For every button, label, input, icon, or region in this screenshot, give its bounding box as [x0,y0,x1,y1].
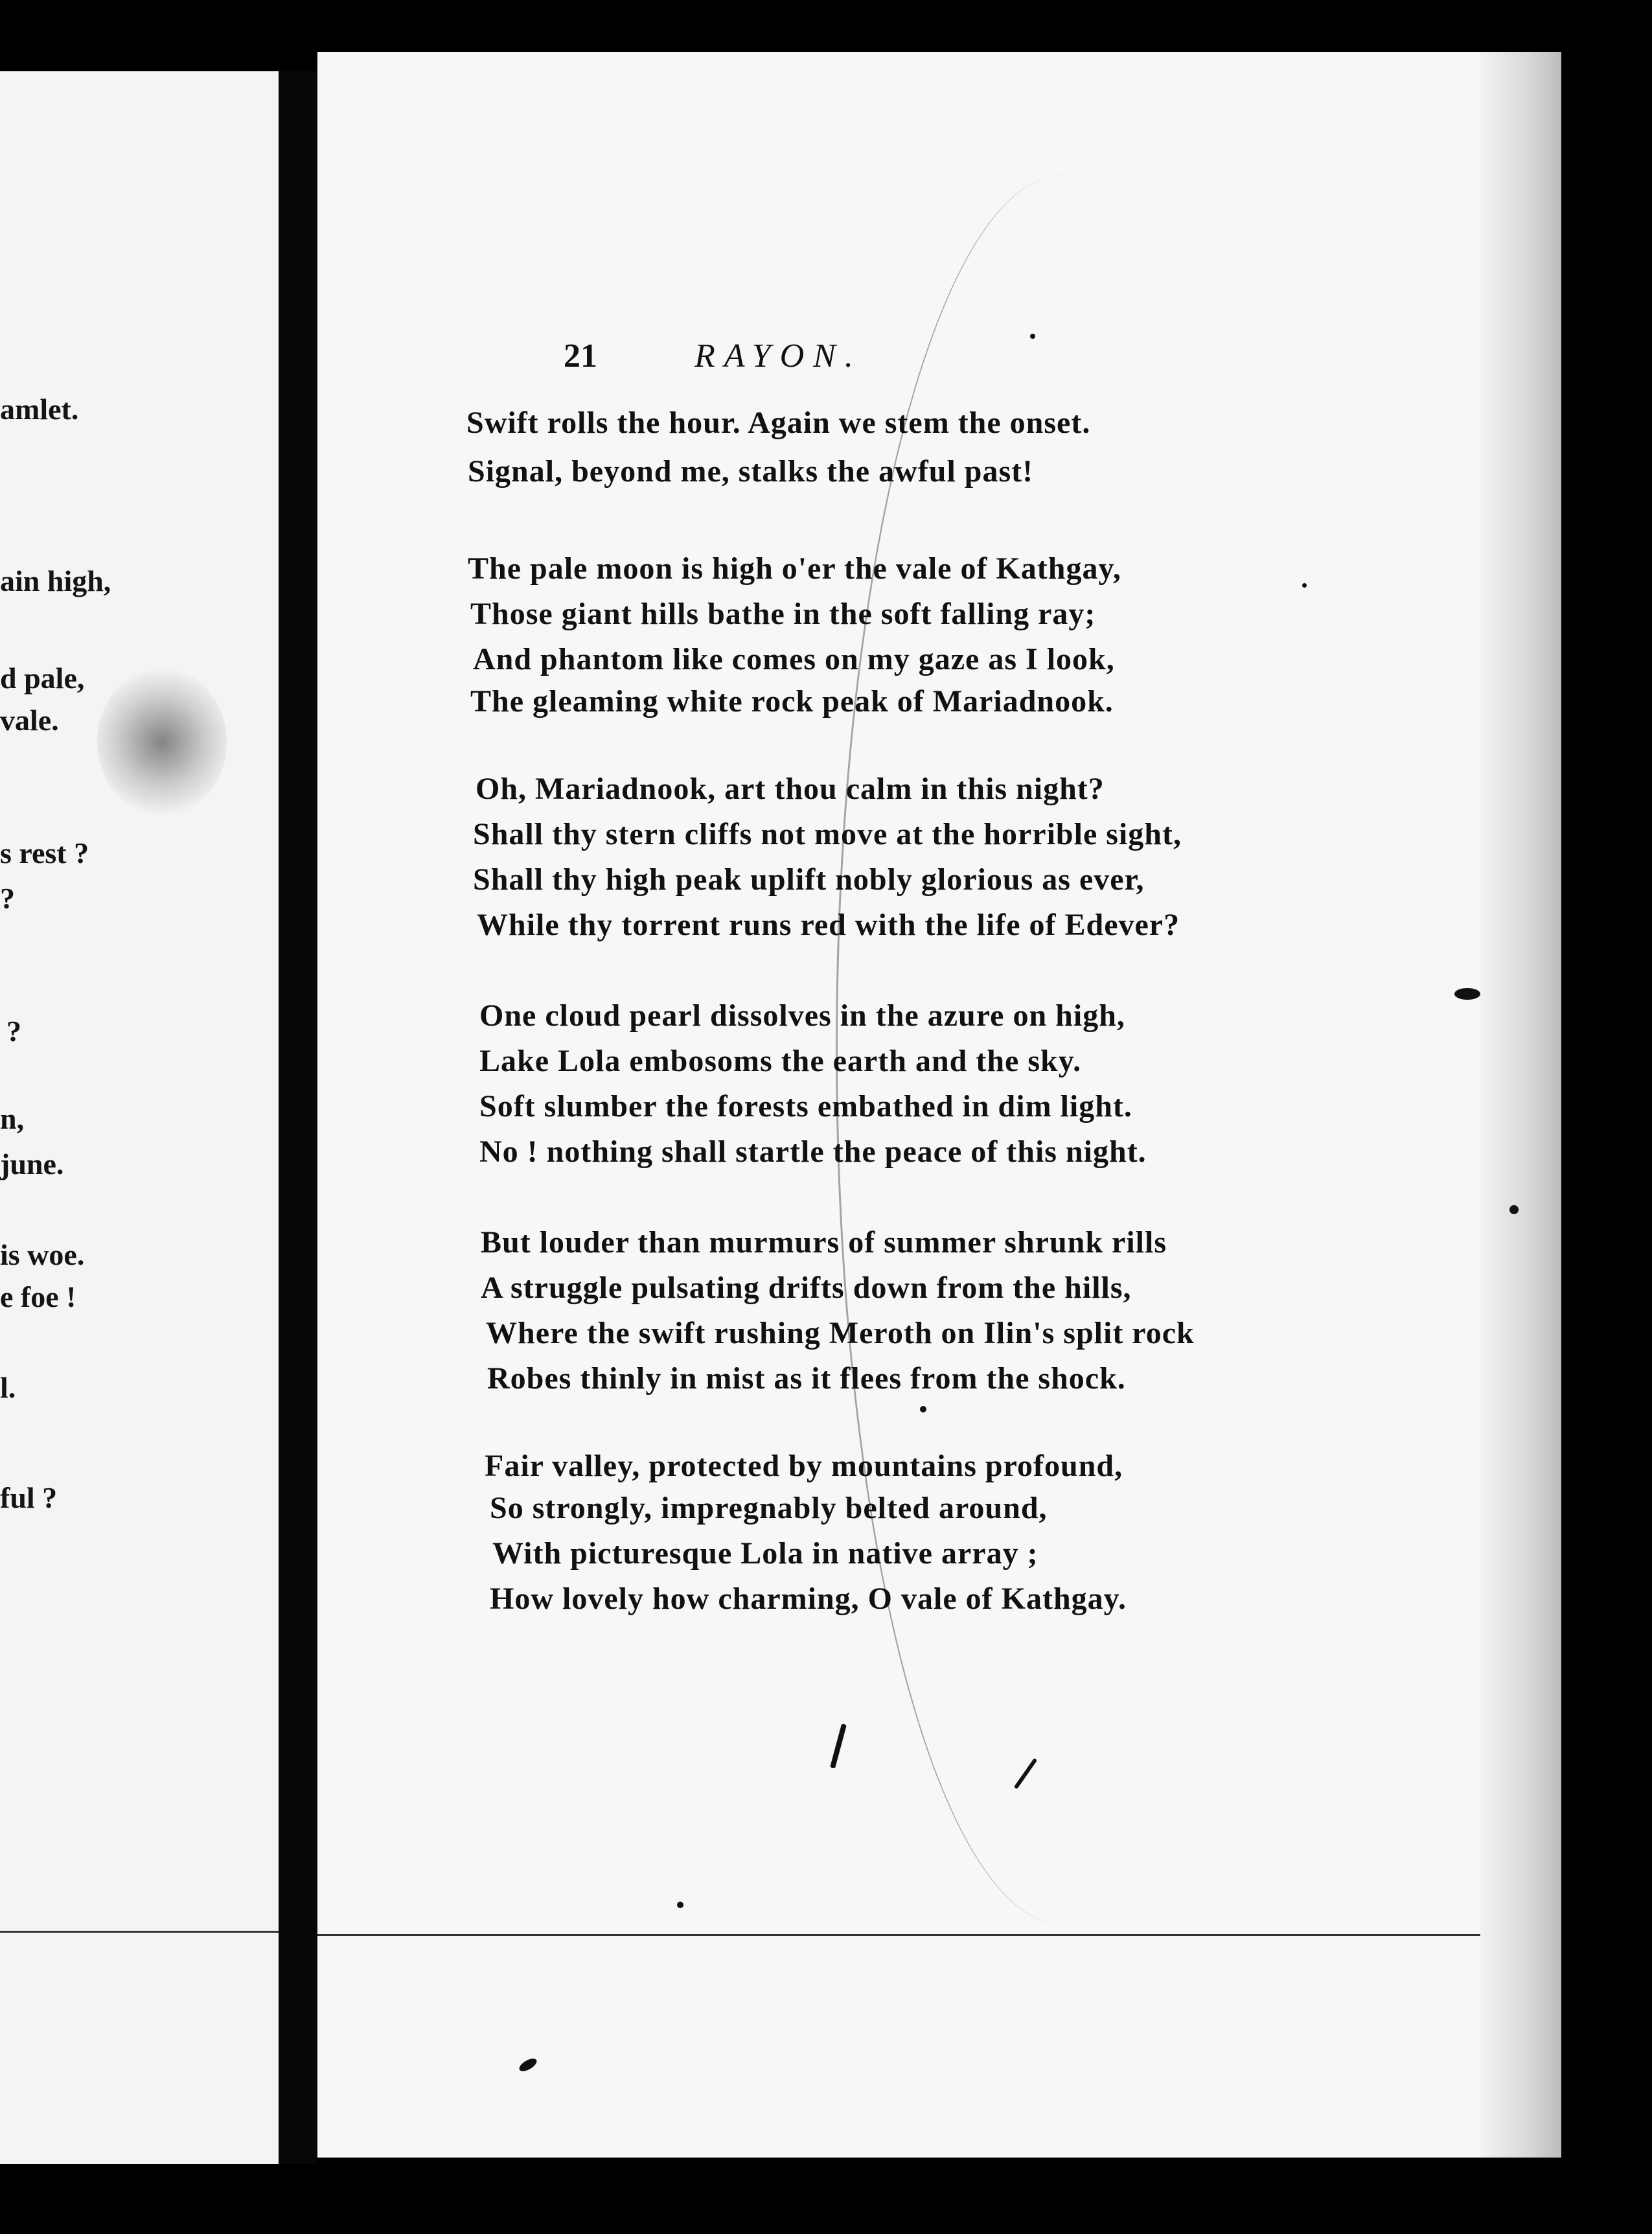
poem-line: Where the swift rushing Meroth on Ilin's split rock [486,1316,1195,1350]
left-page-rule [0,1931,279,1933]
ink-speck [1302,583,1307,588]
ink-speck [677,1902,683,1908]
poem-line: While thy torrent runs red with the life of Edever? [477,908,1180,942]
page-edge [1480,52,1561,2158]
poem-line: So strongly, impregnably belted around, [490,1491,1048,1525]
poem-line: The pale moon is high o'er the vale of Kathgay, [468,551,1121,586]
running-title: RAYON. [694,338,862,374]
poem-line: Robes thinly in mist as it flees from the shock. [487,1361,1126,1396]
left-line: ? [0,882,15,915]
poem-line: With picturesque Lola in native array ; [492,1536,1038,1571]
left-line: e foe ! [0,1280,76,1313]
left-line: s rest ? [0,836,89,869]
left-line: vale. [0,704,59,737]
poem-line: Fair valley, protected by mountains profound, [485,1449,1123,1483]
book-spine [279,71,317,2164]
poem-line: And phantom like comes on my gaze as I look, [473,642,1115,676]
ink-speck [1509,1205,1519,1214]
ink-stain [97,667,227,816]
left-line: l. [0,1371,16,1404]
poem-line: Shall thy high peak uplift nobly glorious as ever, [473,862,1145,897]
left-line: amlet. [0,393,79,426]
ink-speck [1030,334,1035,339]
left-line: is woe. [0,1238,85,1271]
left-line: june. [0,1147,64,1180]
running-head [564,337,862,375]
poem-line: One cloud pearl dissolves in the azure on high, [479,998,1125,1033]
ink-speck [920,1406,926,1412]
poem-line: The gleaming white rock peak of Mariadnook. [470,684,1114,719]
poem-line: Signal, beyond me, stalks the awful past! [468,454,1034,489]
left-line: n, [0,1102,25,1135]
poem-line: A struggle pulsating drifts down from the hills, [481,1271,1132,1305]
left-page [0,71,279,2164]
poem-line: Soft slumber the forests embathed in dim light. [479,1089,1132,1123]
poem-line: How lovely how charming, O vale of Kathgay. [490,1582,1127,1616]
poem-line: No ! nothing shall startle the peace of this night. [479,1134,1147,1169]
poem-line: Oh, Mariadnook, art thou calm in this night? [476,772,1105,806]
left-line: ful ? [0,1481,58,1514]
poem-line: Lake Lola embosoms the earth and the sky. [479,1044,1082,1078]
left-line: ? [6,1015,21,1048]
ink-speck [1454,988,1480,1000]
poem-line: Those giant hills bathe in the soft falling ray; [470,597,1096,631]
left-line: ain high, [0,564,111,597]
left-line: d pale, [0,662,85,695]
right-page-rule [317,1934,1561,1936]
poem-line: Shall thy stern cliffs not move at the horrible sight, [473,817,1182,851]
page-number: 21 [564,338,597,374]
poem-line: Swift rolls the hour. Again we stem the onset. [466,406,1091,440]
poem-line: But louder than murmurs of summer shrunk rills [481,1225,1167,1260]
